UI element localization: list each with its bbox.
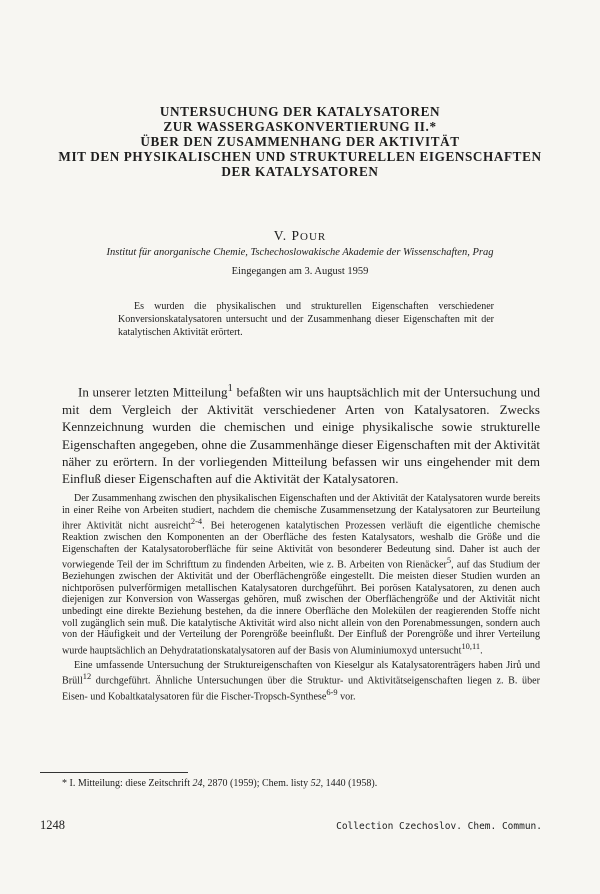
reference-mark: 10,11 bbox=[461, 641, 481, 651]
body-paragraph bbox=[62, 493, 540, 657]
footnote-volume: 24 bbox=[192, 778, 203, 789]
footnote-text: * I. Mitteilung: diese Zeitschrift bbox=[62, 778, 193, 789]
footnote-text: , 1440 (1958). bbox=[320, 778, 378, 789]
reference-mark: 2-4 bbox=[190, 517, 203, 527]
author-initial: V. P bbox=[273, 228, 301, 243]
body-text-run: vor. bbox=[337, 691, 356, 703]
page-number: 1248 bbox=[40, 818, 65, 832]
footnote bbox=[62, 778, 542, 789]
intro-paragraph bbox=[62, 380, 540, 488]
institute: Institut für anorganische Chemie, Tschechoslowakische Akademie der Wissenschaften, Prag bbox=[106, 247, 494, 258]
intro-text: In unserer letzten Mitteilung bbox=[78, 384, 228, 400]
author bbox=[0, 228, 600, 244]
title-line: DER KATALYSATOREN bbox=[221, 164, 379, 179]
abstract: Es wurden die physikalischen und strukturellen Eigenschaften verschiedener Konversionskatalysatoren untersucht und der Zusammenhang dieser Eigenschaften mit der katalytischen Aktivität erörtert. bbox=[118, 301, 494, 338]
journal-name: Collection Czechoslov. Chem. Commun. bbox=[336, 821, 542, 832]
footnote-divider bbox=[40, 772, 188, 773]
reference-mark: 12 bbox=[82, 672, 92, 682]
body-text-run: Eine umfassende Untersuchung der Struktureigenschaften von Kieselgur als Katalysatorenträgers haben Jirů und Brüll bbox=[62, 659, 540, 687]
title-line: UNTERSUCHUNG DER KATALYSATOREN bbox=[159, 104, 441, 119]
reference-mark: 5 bbox=[446, 556, 452, 566]
title-line: ZUR WASSERGASKONVERTIERUNG II.* bbox=[163, 119, 437, 134]
body-text bbox=[62, 493, 540, 706]
intro-text: befaßten wir uns hauptsächlich mit der Untersuchung und mit dem Vergleich der Aktivität verschiedener Arten von Katalysatoren. Zwecks Kennzeichnung wurden die chemischen und einige physikalische sowie strukturelle Eigenschaften angegeben, ohne die Zusammenhänge dieser Eigenschaften mit der Aktivität näher zu erörtern. In der vorliegenden Mitteilung befassen wir uns eingehender mit dem Einfluß dieser Eigenschaften auf die Aktivität der Katalysatoren. bbox=[62, 384, 540, 487]
footnote-text: , 2870 (1959); Chem. listy bbox=[202, 778, 311, 789]
body-paragraph bbox=[62, 660, 540, 704]
received-date: Eingegangen am 3. August 1959 bbox=[231, 266, 369, 277]
reference-mark: 1 bbox=[227, 382, 233, 394]
body-text-run: , auf das Studium der Beziehungen zwischen der Aktivität und der Oberflächengröße eingestellt. Die meisten dieser Studien wurden an nichtporösen pulverförmigen metallischen Katalysatoren durchgeführt. Bei porösen Katalysatoren, zu denen auch diejenigen zur Konversion von Wassergas gehören, muß zwischen der Oberflächengröße und der Aktivität nicht unbedingt eine direkte Beziehung bestehen, da die innere Oberfläche den Molekülen der reagierenden Stoffe nicht voll zugänglich sein muß. Die katalytische Aktivität wird also nicht allein von den Porenabmessungen, sondern auch von der Häufigkeit und der Verteilung der Porengröße beeinflußt. Der Einfluß der Porengröße und ihrer Verteilung wurde hauptsächlich an Dehydratationskatalysatoren auf der Basis von Aluminiumoxyd untersucht bbox=[62, 559, 540, 657]
title-line: ÜBER DEN ZUSAMMENHANG DER AKTIVITÄT bbox=[140, 134, 460, 149]
body-text-run: Der Zusammenhang zwischen den physikalischen Eigenschaften und der Aktivität der Katalysatoren wurde bereits in einer Reihe von Arbeiten studiert, nachdem die chemische Zusammensetzung der Katalysatoren zur Beurteilung ihrer Aktivität nicht ausreicht bbox=[62, 493, 540, 532]
body-text-run: . bbox=[480, 645, 483, 657]
author-surname-smallcaps: OUR bbox=[300, 231, 327, 243]
footnote-volume: 52 bbox=[310, 778, 321, 789]
reference-mark: 6-9 bbox=[326, 688, 338, 698]
body-text-run: . Bei heterogenen katalytischen Prozessen verläuft die eigentliche chemische Reaktion zwischen den Komponenten an der Oberfläche des festen Katalysators, weshalb die Größe und die Eigenschaften der Katalysatoroberfläche für seine Aktivität von besonderer Bedeutung sind. Daher ist auch der vorwiegende Teil der im Schrifttum zu findenden Arbeiten, wie z. B. Arbeiten von Rienäcker bbox=[62, 520, 540, 571]
body-text-run: durchgeführt. Ähnliche Untersuchungen über die Struktur- und Aktivitätseigenschaften liegen z. B. über Eisen- und Kobaltkatalysatoren für die Fischer-Tropsch-Synthese bbox=[62, 675, 540, 703]
title-line: MIT DEN PHYSIKALISCHEN UND STRUKTURELLEN EIGENSCHAFTEN bbox=[58, 149, 542, 164]
article-title bbox=[40, 104, 560, 179]
